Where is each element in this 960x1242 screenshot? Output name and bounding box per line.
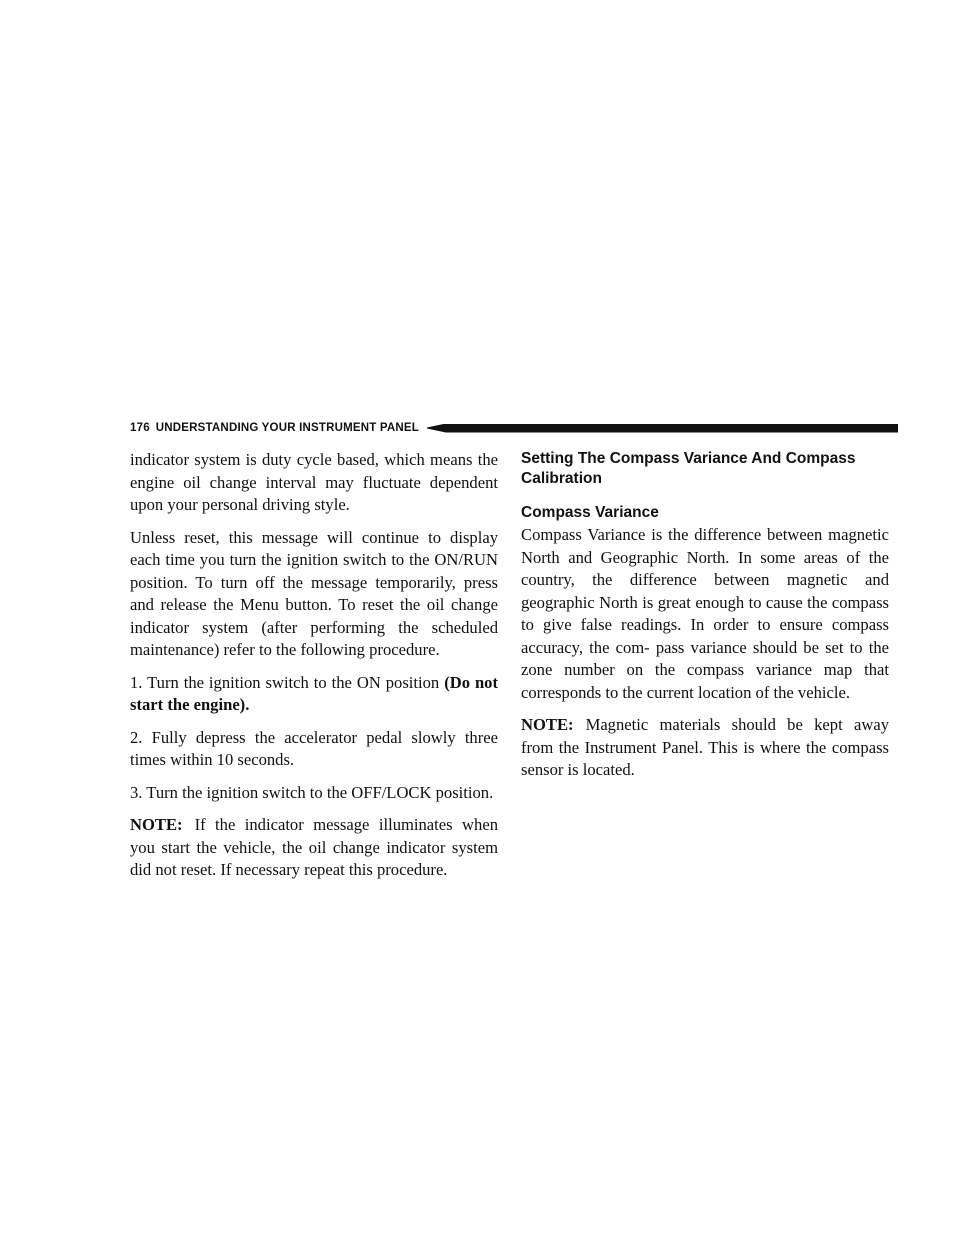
left-column [130,449,498,892]
note-text: If the indicator message illuminates when you start the vehicle, the oil change indicator system did not reset. If necessary repeat this procedure. [130,815,498,879]
subsection-heading: Compass Variance [521,504,659,521]
header-rule [427,424,898,433]
page-header [130,420,898,436]
page-number: 176 [130,422,150,434]
note-text: Magnetic materials should be kept away from the Instrument Panel. This is where the compass sensor is located. [521,715,889,779]
paragraph: Compass Variance is the difference between magnetic North and Geographic North. In some areas of the country, the difference between magnetic and geographic North is great enough to cause the compass to give false readings. In order to ensure compass accuracy, the com- pass variance should be set to the zone number on the compass variance map that corresponds to the current location of the vehicle. [521,525,889,702]
note [521,714,889,782]
procedure-step-3: 3. Turn the ignition switch to the OFF/LOCK position. [130,782,494,802]
note-label: NOTE: [130,815,183,834]
step-text: 1. Turn the ignition switch to the ON position [130,672,440,692]
section-title: UNDERSTANDING YOUR INSTRUMENT PANEL [155,422,419,434]
note [130,814,498,882]
section-heading: Setting The Compass Variance And Compass Calibration [521,450,856,487]
right-column [521,449,889,792]
procedure-step-2: 2. Fully depress the accelerator pedal slowly three times within 10 seconds. [130,727,498,769]
step-emphasis: (Do not start the engine). [130,672,498,714]
paragraph: indicator system is duty cycle based, which means the engine oil change interval may fluctuate dependent upon your personal driving style. [130,450,498,514]
note-label: NOTE: [521,715,574,734]
paragraph: Unless reset, this message will continue to display each time you turn the ignition switch to the ON/RUN position. To turn off the message temporarily, press and release the Menu button. To reset the oil change indicator system (after performing the scheduled maintenance) refer to the following procedure. [130,527,498,659]
procedure-step-1 [130,672,498,717]
